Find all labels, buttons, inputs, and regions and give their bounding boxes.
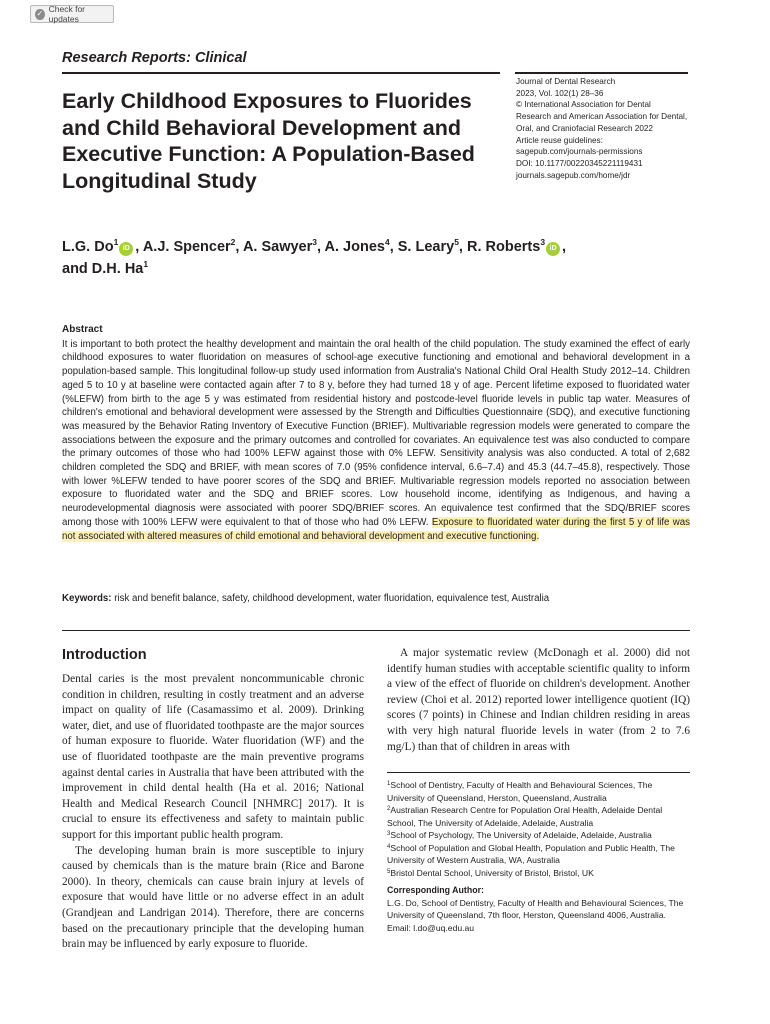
corresponding-author: [387, 884, 690, 934]
journal-home-link[interactable]: journals.sagepub.com/home/jdr: [516, 170, 631, 180]
author[interactable]: A.J. Spencer$^2$: [142, 237, 236, 255]
body-paragraph: Dental caries is the most prevalent noncommunicable chronic condition in children, resulting in costly treatment and an adverse impact on quality of life (Casamassimo et al. 2009). Drinking water, diet, and use of fluoridated toothpaste are the major sources of human exposure to fluoride. Water fluoridation (WF) and the use of fluoridated toothpaste are the main preventive programs against dental caries in Australia that have been attributed with the improvement in child dental health (Ha et al. 2016; National Health and Medical Research Council [NHMRC] 2017). It is crucial to ensure its effectiveness and safety to maintain public support for this important public health program.: [62, 673, 364, 841]
copyright-line-2: Research and American Association for Dental,: [516, 112, 688, 122]
reuse-guidelines-label: Article reuse guidelines:: [516, 135, 603, 145]
author[interactable]: A. Sawyer$^3$: [242, 237, 317, 255]
journal-name: Journal of Dental Research: [516, 77, 616, 86]
abstract: [62, 323, 690, 543]
doi-link[interactable]: DOI: 10.1177/00220345221119431: [516, 158, 643, 168]
affiliation: $^5$Bristol Dental School, University of Bristol, Bristol, UK: [387, 867, 594, 878]
introduction-column-left: [62, 646, 364, 953]
update-check-icon: ✓: [36, 9, 44, 18]
orcid-icon[interactable]: iD: [546, 242, 560, 256]
check-for-updates-label: Check for updates: [48, 4, 85, 24]
keywords-label: Keywords:: [62, 593, 112, 604]
author[interactable]: S. Leary$^5$: [397, 237, 459, 255]
section-label: Research Reports: Clinical: [62, 50, 247, 66]
keywords-text: risk and benefit balance, safety, childhood development, water fluoridation, equivalence test, Australia: [114, 593, 550, 604]
corresponding-author-email[interactable]: Email: l.do@uq.edu.au: [387, 922, 475, 933]
corresponding-author-heading: Corresponding Author:: [387, 885, 484, 895]
permissions-link[interactable]: sagepub.com/journals-permissions: [516, 147, 643, 157]
abstract-text: It is important to both protect the healthy development and maintain the oral health of the child population. The study examined the effect of early childhood exposures to water fluoridation on measures of school-age executive functioning and emotional and behavioral development in a population-based sample. This longitudinal follow-up study used information from Australia's National Child Oral Health Study 2012–14. Children aged 5 to 10 y at baseline were contacted again after 7 to 8 y, before they had turned 18 y of age. Percent lifetime exposed to fluoridated water (%LEFW) from birth to the age 5 y was estimated from residential history and postcode-level fluoride levels in public tap water. Measures of children's emotional and behavioral development were assessed by the Strength and Difficulties Questionnaire (SDQ), and executive functioning was measured by the Behavior Rating Inventory of Executive Function (BRIEF). Multivariable regression models were generated to compare the associations between the exposure and the primary outcomes and controlled for covariates. An equivalence test was also conducted to compare the primary outcomes of those who had 100% LEFW against those with 0% LEFW. Sensitivity analysis was also conducted. A total of 2,682 children completed the SDQ and BRIEF, with mean scores of 7.0 (95% confidence interval, 6.6–7.4) and 45.3 (44.7–45.8), respectively. Those with lower %LEFW tended to have poorer scores of the SDQ and BRIEF. Multivariable regression models reported no association between exposure to fluoridated water and the SDQ and BRIEF scores. Low household income, identifying as Indigenous, and having a neurodevelopmental diagnosis were associated with poorer SDQ/BRIEF scores. An equivalence test confirmed that the SDQ/BRIEF scores among those with 100% LEFW were equivalent to that of those who had 0% LEFW.: [62, 338, 690, 528]
abstract-heading: Abstract: [62, 324, 103, 335]
author[interactable]: L.G. Do$^1$: [62, 237, 119, 255]
article-title: Early Childhood Exposures to Fluorides and Child Behavioral Development and Executive Function: A Population-Based Longitudinal Study: [62, 89, 475, 193]
introduction-heading: Introduction: [62, 647, 147, 663]
body-paragraph: A major systematic review (McDonagh et al. 2000) did not identify human studies with acceptable scientific quality to inform a view of the effect of fluoride on children's development. Another review (Choi et al. 2012) reported lower intelligence quotient (IQ) scores (7 points) in Chinese and Indian children residing in areas with very high natural fluoride levels in water (from 2 to 7.6 mg/L) than that of children in areas with: [387, 647, 690, 753]
author-list: L.G. Do$^1$iD , A.J. Spencer$^2$, A. Sawyer$^3$, A. Jones$^4$, S. Leary$^5$, R. Roberts$^3$iD , and D.H. Ha$^1$: [62, 237, 567, 277]
header-rule: [62, 72, 500, 74]
journal-volume: 2023, Vol. 102(1) 28–36: [516, 88, 604, 98]
body-paragraph: The developing human brain is more susceptible to injury caused by chemicals than is the mature brain (Rice and Barone 2000). In theory, chemicals can cause brain injury at levels of exposure that would have little or no adverse effect in an adult (Grandjean and Landrigan 2014). Therefore, there are concerns based on the precautionary principle that the developing human brain may be influenced by early exposure to fluoride.: [62, 844, 364, 951]
keywords: [62, 592, 690, 605]
section-divider: [62, 630, 690, 631]
corresponding-author-address: L.G. Do, School of Dentistry, Faculty of Health and Behavioural Sciences, The University of Queensland, 7th floor, Herston, Queensland 4006, Australia.: [387, 897, 684, 920]
author[interactable]: A. Jones$^4$: [324, 237, 390, 255]
journal-info: [516, 76, 696, 181]
copyright-line-1: © International Association for Dental: [516, 100, 651, 110]
affiliation: $^1$School of Dentistry, Faculty of Health and Behavioural Sciences, The University of Queensland, Herston, Queensland, Australia: [387, 780, 653, 803]
footnote-rule: [387, 772, 690, 773]
check-for-updates-badge[interactable]: [30, 5, 114, 23]
affiliation: $^2$Australian Research Centre for Population Oral Health, Adelaide Dental School, The University of Adelaide, Adelaide, Australia: [387, 805, 663, 828]
author[interactable]: R. Roberts$^3$: [466, 237, 546, 255]
author[interactable]: and D.H. Ha$^1$: [62, 259, 149, 277]
orcid-icon[interactable]: iD: [119, 242, 133, 256]
affiliations: [387, 779, 690, 934]
affiliation: $^3$School of Psychology, The University of Adelaide, Adelaide, Australia: [387, 830, 652, 840]
abstract-highlight: Exposure to fluoridated water during the first 5 y of life was not associated with altered measures of child emotional and behavioral development and executive functioning.: [62, 516, 690, 542]
introduction-column-right: [387, 646, 690, 755]
copyright-line-3: Oral, and Craniofacial Research 2022: [516, 123, 653, 133]
affiliation: $^4$School of Population and Global Health, Population and Public Health, The University of Western Australia, WA, Australia: [387, 842, 675, 865]
header-rule-right: [515, 72, 688, 74]
